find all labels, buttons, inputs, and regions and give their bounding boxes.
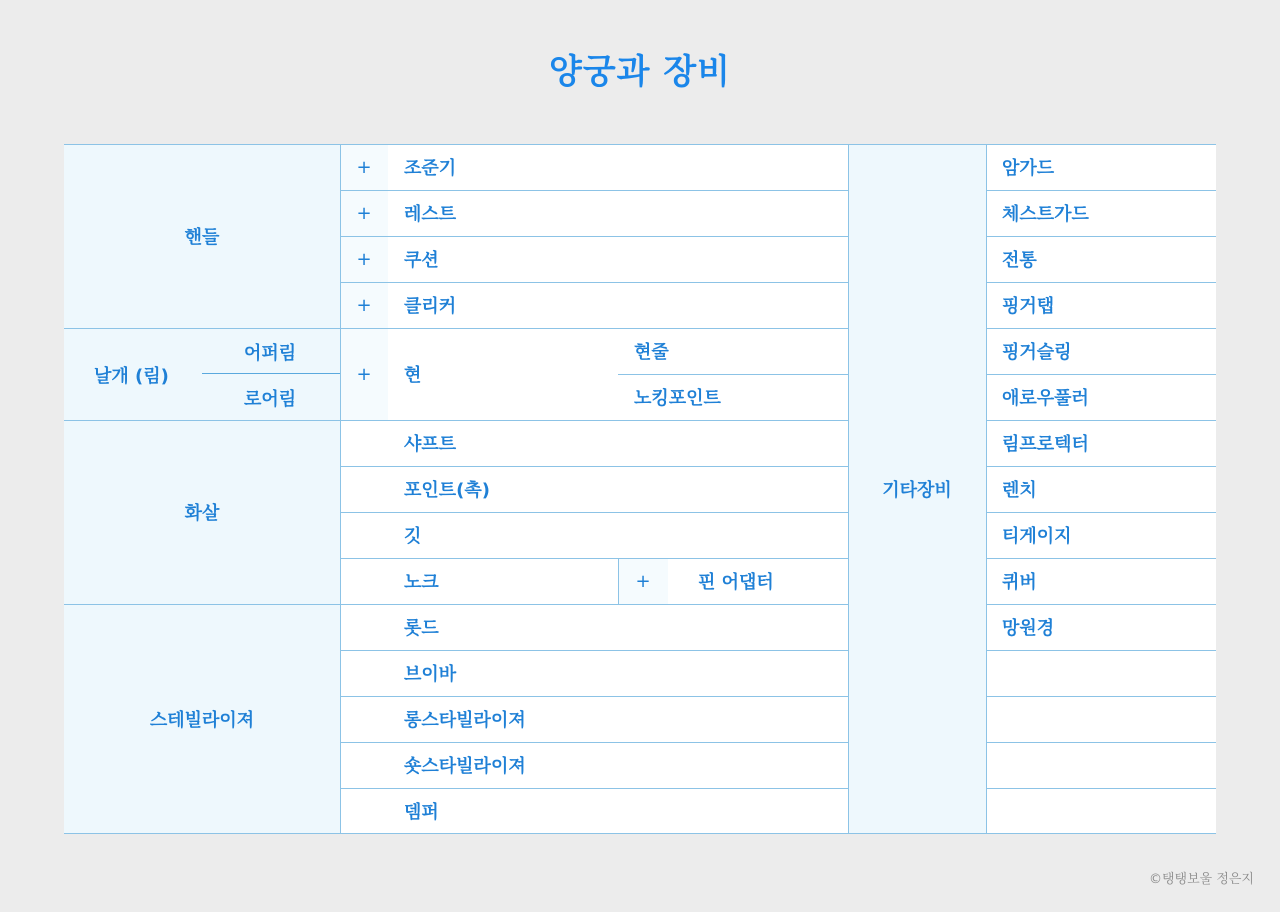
grid-line xyxy=(986,742,1216,743)
grid-line xyxy=(64,144,1216,145)
list-item: 핑거슬링 xyxy=(986,328,1216,374)
grid-line xyxy=(340,466,848,467)
grid-line xyxy=(340,420,848,421)
grid-line xyxy=(340,282,848,283)
grid-line xyxy=(986,512,1216,513)
list-item: 핀 어댑터 xyxy=(668,558,848,604)
list-item: 핑거탭 xyxy=(986,282,1216,328)
grid-line xyxy=(64,833,1216,834)
string-label: 현 xyxy=(388,328,618,420)
category-stabilizer: 스테빌라이져 xyxy=(64,604,340,834)
grid-line xyxy=(340,650,848,651)
grid-line xyxy=(340,144,341,834)
grid-line xyxy=(986,558,1216,559)
grid-line xyxy=(340,512,848,513)
list-item: 림프로텍터 xyxy=(986,420,1216,466)
list-item: 포인트(촉) xyxy=(340,466,848,512)
category-arrow: 화살 xyxy=(64,420,340,604)
list-item: 전통 xyxy=(986,236,1216,282)
plus-icon: + xyxy=(618,558,668,604)
list-item xyxy=(986,788,1216,834)
grid-line xyxy=(64,604,340,605)
plus-icon: + xyxy=(340,144,388,190)
plus-icon: + xyxy=(340,328,388,420)
limb-upper-label: 어퍼림 xyxy=(244,343,297,364)
grid-line xyxy=(986,282,1216,283)
grid-line xyxy=(848,144,849,834)
grid-line xyxy=(340,558,848,559)
grid-line xyxy=(986,144,987,834)
category-other: 기타장비 xyxy=(848,144,986,834)
list-item: 쿠션 xyxy=(388,236,848,282)
list-item: 애로우풀러 xyxy=(986,374,1216,420)
grid-line xyxy=(986,190,1216,191)
list-item: 조준기 xyxy=(388,144,848,190)
list-item: 롯드 xyxy=(340,604,848,650)
list-item: 숏스타빌라이져 xyxy=(340,742,848,788)
grid-line xyxy=(986,650,1216,651)
grid-line xyxy=(340,190,848,191)
limb-lower-label: 로어림 xyxy=(244,389,297,410)
limb-divider xyxy=(202,373,340,374)
grid-line xyxy=(340,788,848,789)
list-item xyxy=(986,696,1216,742)
list-item: 체스트가드 xyxy=(986,190,1216,236)
list-item: 샤프트 xyxy=(340,420,848,466)
list-item: 롱스타빌라이져 xyxy=(340,696,848,742)
grid-line xyxy=(618,374,848,375)
grid-line xyxy=(986,420,1216,421)
grid-line xyxy=(986,788,1216,789)
grid-line xyxy=(340,328,848,329)
grid-line xyxy=(986,236,1216,237)
list-item: 퀴버 xyxy=(986,558,1216,604)
list-item: 티게이지 xyxy=(986,512,1216,558)
grid-line xyxy=(340,236,848,237)
list-item: 망원경 xyxy=(986,604,1216,650)
plus-icon: + xyxy=(340,236,388,282)
list-item: 노크 xyxy=(340,558,618,604)
list-item: 깃 xyxy=(340,512,848,558)
list-item: 클리커 xyxy=(388,282,848,328)
grid-line xyxy=(986,604,1216,605)
plus-icon: + xyxy=(340,282,388,328)
grid-line xyxy=(986,696,1216,697)
page-title: 양궁과 장비 xyxy=(548,52,732,92)
limb-label: 날개 (림) xyxy=(94,366,169,387)
list-item xyxy=(986,742,1216,788)
equipment-table xyxy=(64,144,1216,834)
string-sub-item: 현줄 xyxy=(618,328,848,374)
grid-line xyxy=(618,558,619,604)
list-item: 레스트 xyxy=(388,190,848,236)
category-limb xyxy=(64,328,340,420)
grid-line xyxy=(340,696,848,697)
grid-line xyxy=(64,328,340,329)
list-item: 뎀퍼 xyxy=(340,788,848,834)
list-item: 렌치 xyxy=(986,466,1216,512)
grid-line xyxy=(986,466,1216,467)
category-handle: 핸들 xyxy=(64,144,340,328)
grid-line xyxy=(340,604,848,605)
list-item xyxy=(986,650,1216,696)
grid-line xyxy=(986,328,1216,329)
string-sub-item: 노킹포인트 xyxy=(618,374,848,420)
list-item: 암가드 xyxy=(986,144,1216,190)
list-item: 브이바 xyxy=(340,650,848,696)
credit-text: ©탱탱보울 정은지 xyxy=(1148,872,1254,887)
grid-line xyxy=(64,420,340,421)
grid-line xyxy=(340,742,848,743)
plus-icon: + xyxy=(340,190,388,236)
grid-line xyxy=(986,374,1216,375)
